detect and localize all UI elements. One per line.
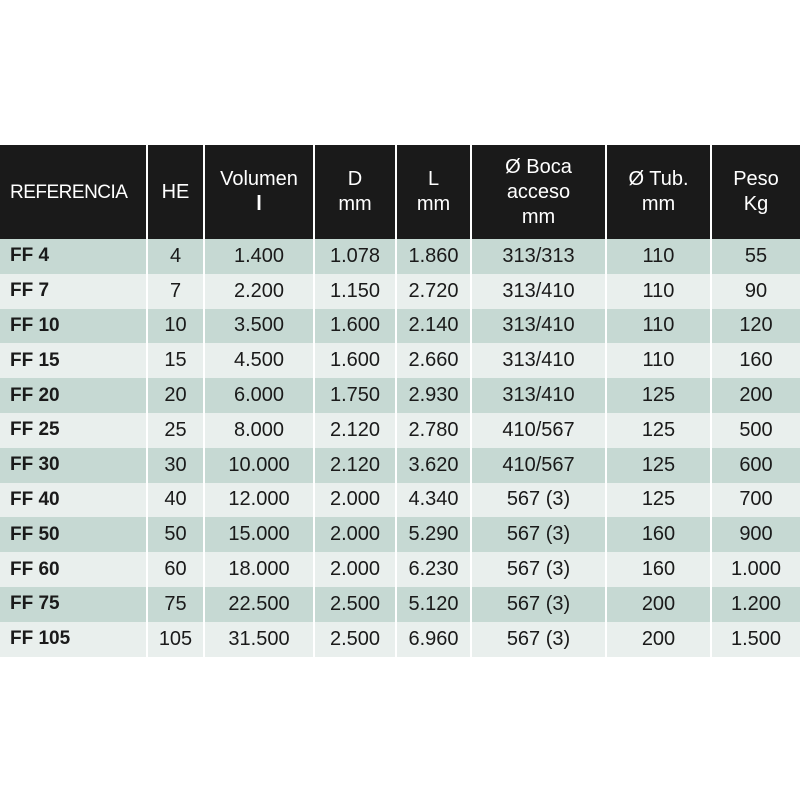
peso-cell: 55 <box>711 239 800 274</box>
referencia-cell: FF 105 <box>0 622 147 657</box>
volumen-cell: 3.500 <box>204 309 314 344</box>
header-volumen: Volumen l <box>204 145 314 239</box>
peso-cell: 1.000 <box>711 552 800 587</box>
volumen-cell: 22.500 <box>204 587 314 622</box>
volumen-cell: 12.000 <box>204 483 314 518</box>
header-he: HE <box>147 145 204 239</box>
tub-cell: 200 <box>606 587 711 622</box>
d-cell: 1.600 <box>314 309 396 344</box>
volumen-cell: 4.500 <box>204 343 314 378</box>
volumen-cell: 2.200 <box>204 274 314 309</box>
he-cell: 15 <box>147 343 204 378</box>
peso-cell: 120 <box>711 309 800 344</box>
peso-cell: 90 <box>711 274 800 309</box>
boca-acceso-cell: 567 (3) <box>471 483 606 518</box>
boca-acceso-cell: 410/567 <box>471 448 606 483</box>
he-cell: 75 <box>147 587 204 622</box>
table-body <box>0 239 800 657</box>
d-cell: 2.500 <box>314 587 396 622</box>
peso-cell: 160 <box>711 343 800 378</box>
he-cell: 4 <box>147 239 204 274</box>
volumen-cell: 8.000 <box>204 413 314 448</box>
l-cell: 6.230 <box>396 552 471 587</box>
boca-acceso-cell: 567 (3) <box>471 552 606 587</box>
tub-cell: 125 <box>606 413 711 448</box>
referencia-cell: FF 25 <box>0 413 147 448</box>
d-cell: 2.120 <box>314 413 396 448</box>
l-cell: 4.340 <box>396 483 471 518</box>
referencia-cell: FF 30 <box>0 448 147 483</box>
volumen-cell: 15.000 <box>204 517 314 552</box>
header-boca-acceso: Ø Boca acceso mm <box>471 145 606 239</box>
header-tub: Ø Tub. mm <box>606 145 711 239</box>
d-cell: 2.000 <box>314 483 396 518</box>
volumen-cell: 18.000 <box>204 552 314 587</box>
boca-acceso-cell: 567 (3) <box>471 622 606 657</box>
he-cell: 60 <box>147 552 204 587</box>
d-cell: 1.750 <box>314 378 396 413</box>
tub-cell: 125 <box>606 378 711 413</box>
l-cell: 2.140 <box>396 309 471 344</box>
peso-cell: 500 <box>711 413 800 448</box>
l-cell: 1.860 <box>396 239 471 274</box>
tub-cell: 125 <box>606 483 711 518</box>
tub-cell: 160 <box>606 517 711 552</box>
tub-cell: 110 <box>606 343 711 378</box>
header-l: L mm <box>396 145 471 239</box>
table-row <box>0 413 800 448</box>
table-row <box>0 483 800 518</box>
l-cell: 2.780 <box>396 413 471 448</box>
tub-cell: 160 <box>606 552 711 587</box>
table-row <box>0 552 800 587</box>
referencia-cell: FF 10 <box>0 309 147 344</box>
he-cell: 10 <box>147 309 204 344</box>
table-row <box>0 448 800 483</box>
boca-acceso-cell: 567 (3) <box>471 587 606 622</box>
d-cell: 1.600 <box>314 343 396 378</box>
l-cell: 2.720 <box>396 274 471 309</box>
referencia-cell: FF 15 <box>0 343 147 378</box>
table-row <box>0 517 800 552</box>
peso-cell: 200 <box>711 378 800 413</box>
l-cell: 5.120 <box>396 587 471 622</box>
tub-cell: 200 <box>606 622 711 657</box>
boca-acceso-cell: 567 (3) <box>471 517 606 552</box>
boca-acceso-cell: 313/410 <box>471 378 606 413</box>
peso-cell: 1.200 <box>711 587 800 622</box>
d-cell: 1.150 <box>314 274 396 309</box>
table-row <box>0 239 800 274</box>
volumen-cell: 1.400 <box>204 239 314 274</box>
table-row <box>0 309 800 344</box>
l-cell: 5.290 <box>396 517 471 552</box>
table-row <box>0 378 800 413</box>
table-row <box>0 343 800 378</box>
table-row <box>0 622 800 657</box>
he-cell: 50 <box>147 517 204 552</box>
d-cell: 2.500 <box>314 622 396 657</box>
he-cell: 20 <box>147 378 204 413</box>
he-cell: 7 <box>147 274 204 309</box>
tub-cell: 110 <box>606 239 711 274</box>
d-cell: 2.120 <box>314 448 396 483</box>
specs-table-container <box>0 145 800 657</box>
d-cell: 1.078 <box>314 239 396 274</box>
header-d: D mm <box>314 145 396 239</box>
boca-acceso-cell: 313/410 <box>471 274 606 309</box>
referencia-cell: FF 60 <box>0 552 147 587</box>
tub-cell: 125 <box>606 448 711 483</box>
peso-cell: 600 <box>711 448 800 483</box>
header-referencia: REFERENCIA <box>0 145 147 239</box>
d-cell: 2.000 <box>314 517 396 552</box>
peso-cell: 900 <box>711 517 800 552</box>
boca-acceso-cell: 313/313 <box>471 239 606 274</box>
peso-cell: 700 <box>711 483 800 518</box>
header-peso: Peso Kg <box>711 145 800 239</box>
volumen-cell: 10.000 <box>204 448 314 483</box>
he-cell: 40 <box>147 483 204 518</box>
referencia-cell: FF 20 <box>0 378 147 413</box>
table-header <box>0 145 800 239</box>
boca-acceso-cell: 313/410 <box>471 309 606 344</box>
l-cell: 3.620 <box>396 448 471 483</box>
he-cell: 105 <box>147 622 204 657</box>
header-row <box>0 145 800 239</box>
referencia-cell: FF 75 <box>0 587 147 622</box>
he-cell: 25 <box>147 413 204 448</box>
referencia-cell: FF 40 <box>0 483 147 518</box>
tub-cell: 110 <box>606 274 711 309</box>
referencia-cell: FF 4 <box>0 239 147 274</box>
d-cell: 2.000 <box>314 552 396 587</box>
boca-acceso-cell: 313/410 <box>471 343 606 378</box>
l-cell: 6.960 <box>396 622 471 657</box>
table-row <box>0 587 800 622</box>
peso-cell: 1.500 <box>711 622 800 657</box>
referencia-cell: FF 7 <box>0 274 147 309</box>
volumen-cell: 6.000 <box>204 378 314 413</box>
he-cell: 30 <box>147 448 204 483</box>
l-cell: 2.930 <box>396 378 471 413</box>
volumen-cell: 31.500 <box>204 622 314 657</box>
tub-cell: 110 <box>606 309 711 344</box>
referencia-cell: FF 50 <box>0 517 147 552</box>
specs-table <box>0 145 800 657</box>
l-cell: 2.660 <box>396 343 471 378</box>
table-row <box>0 274 800 309</box>
boca-acceso-cell: 410/567 <box>471 413 606 448</box>
